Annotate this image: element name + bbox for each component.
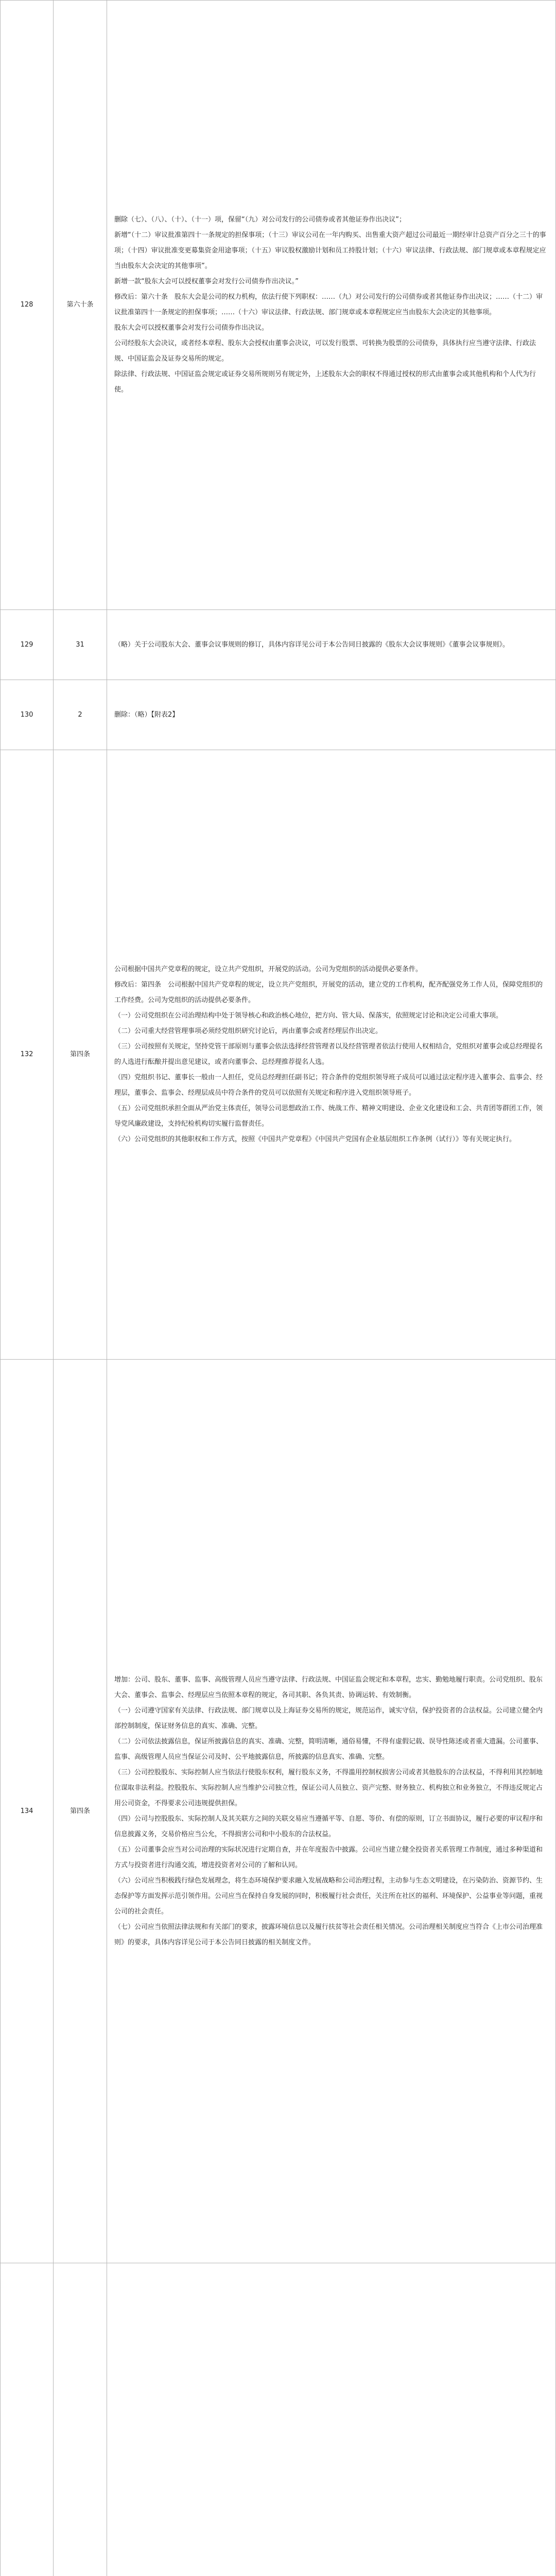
amendment-paragraph: 新增“（十二）审议批准第四十一条规定的担保事项；（十三）审议公司在一年内购买、出售重大资产超过公司最近一期经审计总资产百分之三十的事项；（十四）审议批准变更募集资金用途事项；（十五）审议股权激励计划和员工持股计划；（十六）审议法律、行政法规、部门规章或本章程规定应当由股东大会决定的其他事项”。 — [114, 231, 546, 270]
row-number-cell: 129 — [1, 610, 54, 680]
amendment-paragraph: 公司经股东大会决议，或者经本章程、股东大会授权由董事会决议，可以发行股票、可转换为股票的公司债券，具体执行应当遵守法律、行政法规、中国证监会及证券交易所的规定。 — [114, 340, 536, 363]
amendment-text-cell — [107, 1360, 556, 2263]
amendment-table-body — [1, 1, 556, 2576]
amendment-paragraph: 删除：（略）【附表2】 — [114, 710, 179, 719]
table-row — [1, 2263, 556, 2576]
amendment-text-cell — [107, 1, 556, 610]
row-number-cell: 132 — [1, 750, 54, 1360]
amendment-paragraph: （三）公司控股股东、实际控制人应当依法行使股东权利，履行股东义务，不得滥用控制权损害公司或者其他股东的合法权益，不得利用其控制地位谋取非法利益。控股股东、实际控制人应当维护公司独立性，保证公司人员独立、资产完整、财务独立、机构独立和业务独立，不得违反规定占用公司资金，不得要求公司违规提供担保。 — [114, 1768, 543, 1807]
amendment-paragraph: （四）党组织书记、董事长一般由一人担任，党员总经理担任副书记；符合条件的党组织领导班子成员可以通过法定程序进入董事会、监事会、经理层，董事会、监事会、经理层成员中符合条件的党员可以依照有关规定和程序进入党组织领导班子。 — [114, 1074, 543, 1097]
article-cell: 第四条 — [54, 750, 107, 1360]
amendment-paragraph: （三）公司按照有关规定，坚持党管干部原则与董事会依法选择经营管理者以及经营管理者依法行使用人权相结合，党组织对董事会或总经理提名的人选进行酝酿并提出意见建议，或者向董事会、总经理推荐提名人选。 — [114, 1043, 543, 1066]
amendment-paragraph: （一）公司党组织在公司治理结构中处于领导核心和政治核心地位，把方向、管大局、保落实，依照规定讨论和决定公司重大事项。 — [114, 1012, 503, 1020]
table-row — [1, 1, 556, 610]
amendment-text-cell — [107, 680, 556, 750]
row-number-cell — [1, 2263, 54, 2576]
amendment-paragraph: 修改后：第四条 公司根据中国共产党章程的规定，设立共产党组织，开展党的活动，建立党的工作机构，配齐配强党务工作人员，保障党组织的工作经费。公司为党组织的活动提供必要条件。 — [114, 981, 543, 1004]
amendment-paragraph: （五）公司党组织承担全面从严治党主体责任，领导公司思想政治工作、统战工作、精神文明建设、企业文化建设和工会、共青团等群团工作，领导党风廉政建设，支持纪检机构切实履行监督责任。 — [114, 1105, 543, 1128]
row-number-cell: 134 — [1, 1360, 54, 2263]
article-cell: 2 — [54, 680, 107, 750]
amendment-paragraph: 公司根据中国共产党章程的规定，设立共产党组织，开展党的活动。公司为党组织的活动提供必要条件。 — [114, 965, 423, 973]
article-cell: 第六十条 — [54, 1, 107, 610]
amendment-paragraph: （四）公司与控股股东、实际控制人及其关联方之间的关联交易应当遵循平等、自愿、等价、有偿的原则，订立书面协议，履行必要的审议程序和信息披露义务，交易价格应当公允，不得损害公司和中小股东的合法权益。 — [114, 1815, 543, 1838]
amendment-paragraph: 删除（七）、（八）、（十）、（十一）项，保留“（九）对公司发行的公司债券或者其他证券作出决议”； — [114, 216, 406, 224]
article-cell: 31 — [54, 610, 107, 680]
amendment-text-cell — [107, 2263, 556, 2576]
table-row — [1, 680, 556, 750]
row-number-cell: 130 — [1, 680, 54, 750]
row-number-cell: 128 — [1, 1, 54, 610]
amendment-paragraph: 增加：公司、股东、董事、监事、高级管理人员应当遵守法律、行政法规、中国证监会规定和本章程，忠实、勤勉地履行职责。公司党组织、股东大会、董事会、监事会、经理层应当依照本章程的规定，各司其职、各负其责、协调运转、有效制衡。 — [114, 1675, 543, 1699]
amendment-paragraph: （六）公司应当积极践行绿色发展理念，将生态环境保护要求融入发展战略和公司治理过程，主动参与生态文明建设，在污染防治、资源节约、生态保护等方面发挥示范引领作用。公司应当在保持自身发展的同时，积极履行社会责任，关注所在社区的福利、环境保护、公益事业等问题，重视公司的社会责任。 — [114, 1876, 543, 1916]
amendment-text-cell — [107, 610, 556, 680]
article-cell: 第四条 — [54, 1360, 107, 2263]
table-row — [1, 610, 556, 680]
amendment-text-cell — [107, 750, 556, 1360]
amendment-paragraph: （略）关于公司股东大会、董事会议事规则的修订，具体内容详见公司于本公告同日披露的《股东大会议事规则》《董事会议事规则》。 — [114, 640, 510, 649]
amendment-paragraph: 股东大会可以授权董事会对发行公司债券作出决议。 — [114, 324, 269, 332]
amendment-paragraph: （五）公司董事会应当对公司治理的实际状况进行定期自查，并在年度报告中披露。公司应当建立健全投资者关系管理工作制度，通过多种渠道和方式与投资者进行沟通交流，增进投资者对公司的了解和认同。 — [114, 1845, 543, 1869]
amendment-paragraph: 除法律、行政法规、中国证监会规定或证券交易所规则另有规定外，上述股东大会的职权不得通过授权的形式由董事会或其他机构和个人代为行使。 — [114, 370, 536, 394]
table-row — [1, 1360, 556, 2263]
amendment-paragraph: （二）公司重大经营管理事项必须经党组织研究讨论后，再由董事会或者经理层作出决定。 — [114, 1027, 383, 1035]
amendment-paragraph: 修改后：第六十条 股东大会是公司的权力机构，依法行使下列职权：……（九）对公司发行的公司债券或者其他证券作出决议；……（十二）审议批准第四十一条规定的担保事项；……（十六）审议法律、行政法规、部门规章或本章程规定应当由股东大会决定的其他事项。 — [114, 293, 543, 316]
amendment-paragraph: （一）公司遵守国家有关法律、行政法规、部门规章以及上海证券交易所的规定，规范运作，诚实守信，保护投资者的合法权益。公司建立健全内部控制制度，保证财务信息的真实、准确、完整。 — [114, 1706, 543, 1730]
table-row — [1, 750, 556, 1360]
amendment-paragraph: （七）公司应当依照法律法规和有关部门的要求，披露环境信息以及履行扶贫等社会责任相关情况。公司治理相关制度应当符合《上市公司治理准则》的要求，具体内容详见公司于本公告同日披露的相关制度文件。 — [114, 1923, 543, 1946]
article-cell — [54, 2263, 107, 2576]
amendment-paragraph: （六）公司党组织的其他职权和工作方式，按照《中国共产党章程》《中国共产党国有企业基层组织工作条例（试行）》等有关规定执行。 — [114, 1136, 516, 1143]
amendment-paragraph: 新增一款“股东大会可以授权董事会对发行公司债券作出决议。” — [114, 278, 299, 285]
amendment-paragraph: （二）公司依法披露信息，保证所披露信息的真实、准确、完整，简明清晰，通俗易懂，不得有虚假记载、误导性陈述或者重大遗漏。公司董事、监事、高级管理人员应当保证公司及时、公平地披露信息，所披露的信息真实、准确、完整。 — [114, 1737, 543, 1761]
